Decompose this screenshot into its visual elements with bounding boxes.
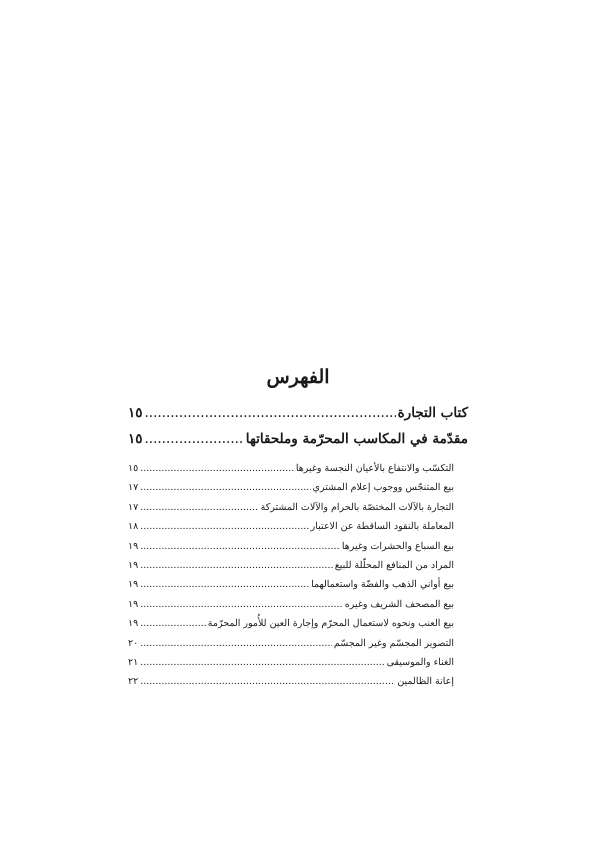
toc-dot-leader — [140, 498, 258, 517]
toc-page-number: ١٩ — [128, 579, 139, 591]
toc-page-number: ١٥ — [128, 463, 139, 474]
toc-dot-leader — [140, 672, 395, 691]
toc-entry-title: التجارة بالآلات المختصّة بالحرام والآلات المشتركة — [260, 501, 454, 513]
toc-dot-leader — [140, 595, 343, 614]
toc-dot-leader — [140, 575, 309, 594]
toc-sub-entry[interactable] — [128, 556, 468, 575]
toc-dot-leader — [145, 426, 244, 452]
toc-page-number: ١٧ — [128, 501, 139, 513]
toc-sub-entry[interactable] — [128, 537, 468, 556]
toc-page-number: ١٧ — [128, 482, 139, 494]
toc-dot-leader — [140, 653, 384, 672]
toc-page-number: ١٥ — [128, 405, 143, 421]
toc-main-entry[interactable] — [128, 400, 468, 426]
toc-sub-entry[interactable] — [128, 498, 468, 517]
toc-dot-leader — [140, 478, 310, 497]
toc-page-number: ٢١ — [128, 656, 139, 668]
toc-page-number: ١٩ — [128, 540, 139, 552]
toc-sub-entry[interactable] — [128, 634, 468, 653]
toc-main-entries — [128, 400, 468, 452]
toc-sub-entry[interactable] — [128, 653, 468, 672]
toc-sub-entry[interactable] — [128, 459, 468, 478]
toc-entry-title: إعانة الظالمين — [397, 676, 454, 688]
toc-sub-entry[interactable] — [128, 517, 468, 536]
toc-dot-leader — [140, 537, 340, 556]
toc-main-entry[interactable] — [128, 426, 468, 452]
toc-entry-title: بيع المتنجّس ووجوب إعلام المشتري — [312, 482, 454, 494]
toc-dot-leader — [140, 614, 206, 633]
toc-sub-entry[interactable] — [128, 575, 468, 594]
toc-entry-title: كتاب التجارة — [397, 405, 468, 421]
toc-sub-entry[interactable] — [128, 614, 468, 633]
toc-entry-title: التصوير المجسّم وغير المجسّم — [333, 637, 454, 649]
toc-page-number: ١٨ — [128, 521, 139, 533]
toc-dot-leader — [140, 556, 332, 575]
toc-dot-leader — [140, 517, 308, 536]
toc-sub-entry[interactable] — [128, 478, 468, 497]
toc-entry-title: مقدّمة في المكاسب المحرّمة وملحقاتها — [245, 431, 468, 447]
toc-entry-title: التكسّب والانتفاع بالأعيان النجسة وغيرها — [295, 463, 454, 474]
page-title: الفهرس — [266, 366, 330, 388]
toc-page-number: ١٩ — [128, 598, 139, 610]
toc-entry-title: الغناء والموسيقى — [386, 656, 454, 668]
toc-entry-title: بيع أواني الذهب والفضّة واستعمالهما — [311, 579, 454, 591]
toc-entry-title: بيع السباع والحشرات وغيرها — [341, 540, 454, 552]
toc-dot-leader — [140, 459, 294, 478]
toc-sub-entry[interactable] — [128, 672, 468, 691]
toc-entry-title: المعاملة بالنقود الساقطة عن الاعتبار — [310, 521, 454, 533]
toc-sub-entry[interactable] — [128, 595, 468, 614]
toc-page-number: ١٥ — [128, 431, 143, 447]
toc-entry-title: بيع المصحف الشريف وغيره — [344, 598, 454, 610]
toc-dot-leader — [140, 634, 332, 653]
toc-sub-entries — [128, 459, 468, 692]
toc-page-number: ٢٢ — [128, 676, 139, 688]
toc-entry-title: المراد من المنافع المحلّلة للبيع — [334, 559, 454, 571]
toc-dot-leader — [145, 400, 396, 426]
toc-page-number: ١٩ — [128, 618, 139, 630]
toc-page-number: ٢٠ — [128, 637, 139, 649]
toc-page-number: ١٩ — [128, 559, 139, 571]
toc-entry-title: بيع العنب ونحوه لاستعمال المحرّم وإجارة العين للأُمور المحرّمة — [207, 618, 454, 630]
